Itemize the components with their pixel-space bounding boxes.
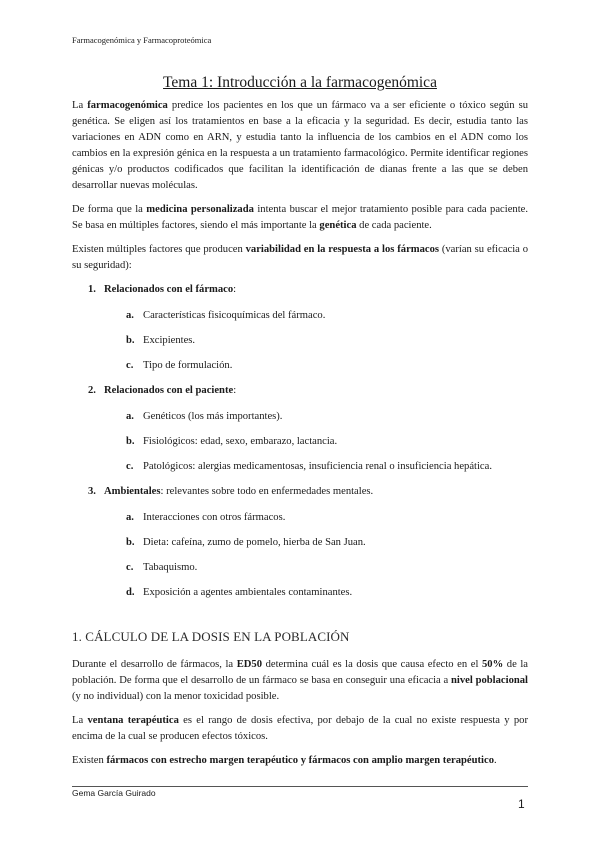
factors-list — [72, 282, 528, 601]
page-number: 1 — [518, 797, 525, 811]
factor-item: 1. Relacionados con el fármaco: — [88, 284, 237, 295]
sub-item: b. Excipientes. — [126, 335, 196, 346]
term-medicina-personalizada: medicina personalizada — [146, 204, 254, 215]
footer-divider — [72, 786, 528, 787]
term-variabilidad: variabilidad en la respuesta a los fármacos — [245, 244, 440, 255]
sub-item: a. Genéticos (los más importantes). — [126, 411, 283, 422]
term-50-percent: 50% — [482, 659, 504, 670]
page-title: Tema 1: Introducción a la farmacogenómica — [163, 74, 437, 91]
margin-paragraph: Existen fármacos con estrecho margen terapéutico y fármacos con amplio margen terapéutico. — [72, 755, 497, 766]
footer-author: Gema García Guirado — [72, 788, 156, 798]
ed50-paragraph: Durante el desarrollo de fármacos, la ED50 determina cuál es la dosis que causa efecto en el 50% de la población. De forma que el desarrollo de un fármaco se basa en conseguir una eficacia a nivel poblacional (y no individual) con la menor toxicidad posible. — [72, 659, 528, 702]
sub-item: c. Tipo de formulación. — [126, 360, 233, 371]
term-genetica: genética — [319, 220, 357, 231]
term-ventana-terapeutica: ventana terapéutica — [87, 715, 179, 726]
term-nivel-poblacional: nivel poblacional — [451, 675, 528, 686]
sub-item: a. Interacciones con otros fármacos. — [126, 512, 286, 523]
document-body — [72, 98, 528, 777]
page-header: Farmacogenómica y Farmacoproteómica — [72, 35, 212, 45]
section-heading: 1. CÁLCULO DE LA DOSIS EN LA POBLACIÓN — [72, 629, 350, 644]
therapeutic-window-paragraph: La ventana terapéutica es el rango de dosis efectiva, por debajo de la cual no existe respuesta y por encima de la cual se producen efectos tóxicos. — [72, 715, 528, 742]
sub-item: b. Fisiológicos: edad, sexo, embarazo, lactancia. — [126, 436, 338, 447]
sub-item: b. Dieta: cafeína, zumo de pomelo, hierba de San Juan. — [126, 537, 366, 548]
term-ed50: ED50 — [236, 659, 263, 670]
sub-item: c. Tabaquismo. — [126, 562, 198, 573]
variability-paragraph: Existen múltiples factores que producen variabilidad en la respuesta a los fármacos (varían su eficacia o su seguridad): — [72, 244, 528, 271]
personalized-medicine-paragraph: De forma que la medicina personalizada intenta buscar el mejor tratamiento posible para cada paciente. Se basa en múltiples factores, siendo el más importante la genética de cada paciente. — [72, 204, 528, 231]
factor-item: 3. Ambientales: relevantes sobre todo en enfermedades mentales. — [88, 486, 374, 497]
sub-item: d. Exposición a agentes ambientales contaminantes. — [126, 587, 353, 598]
term-margen-terapeutico: fármacos con estrecho margen terapéutico y fármacos con amplio margen terapéutico — [106, 755, 494, 766]
term-farmacogenomica: farmacogenómica — [87, 100, 168, 111]
sub-item: a. Características fisicoquímicas del fármaco. — [126, 310, 326, 321]
sub-item: c. Patológicos: alergias medicamentosas, insuficiencia renal o insuficiencia hepática. — [126, 461, 492, 472]
factor-item: 2. Relacionados con el paciente: — [88, 385, 237, 396]
intro-paragraph: La farmacogenómica predice los pacientes en los que un fármaco va a ser eficiente o tóxico según su genética. Se eligen así los tratamientos en base a la eficacia y la seguridad. Es decir, estudia tanto las variaciones en ADN como en ARN, y estudia tanto la influencia de los cambios en el ADN como los cambios en la expresión génica en la respuesta a un tratamiento farmacológico. Permite identificar regiones génicas y/o productos codificados que facilitan la identificación de dianas frente a las que se deben desarrollar nuevas moléculas. — [72, 100, 528, 191]
